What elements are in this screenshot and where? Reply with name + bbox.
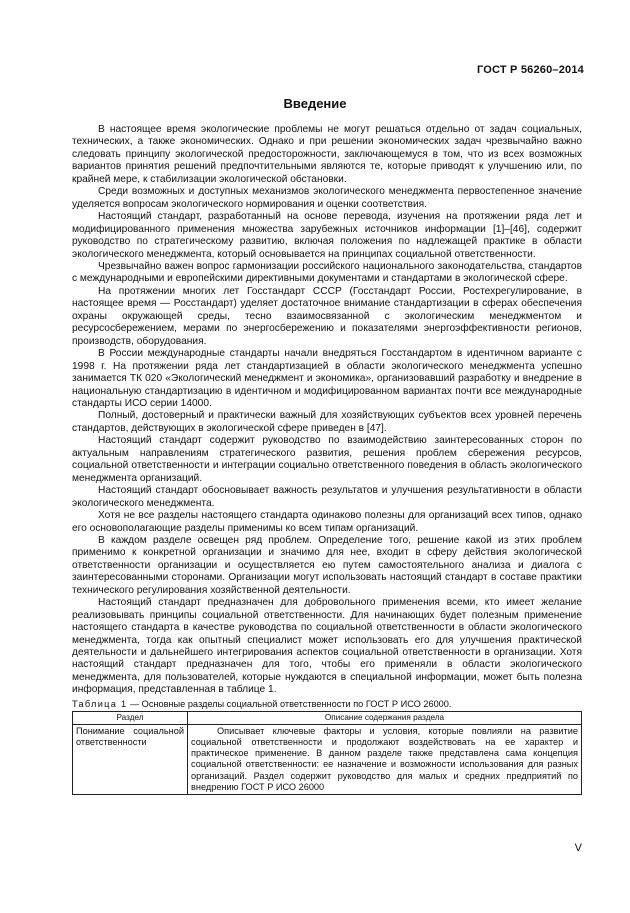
- table-header-description: Описание содержания раздела: [188, 711, 582, 724]
- paragraph: В настоящее время экологические проблемы не могут решаться отдельно от задач социальных, технических, а также экономических. Однако и при решении экономических задач чрезвычайно важно следовать принципу экологической предосторожности, заключающемуся в том, что из всех возможных вариантов принятия решений предпочтительными являются те, которые приводят к улучшению или, по крайней мере, к стабилизации экологической обстановки.: [72, 124, 582, 185]
- paragraph: Настоящий стандарт обосновывает важность результатов и улучшения результативности в области экологического менеджмента.: [72, 485, 582, 509]
- body-text: [72, 124, 582, 795]
- table-cell-description: [188, 724, 582, 794]
- sections-table: [72, 711, 582, 795]
- section-title: Введение: [283, 96, 347, 111]
- table-caption-text: — Основные разделы социальной ответственности по ГОСТ Р ИСО 26000.: [127, 698, 452, 709]
- paragraph: В каждом разделе освещен ряд проблем. Определение того, решение какой из этих проблем применимо к конкретной организации и значимо для нее, входит в сферу действия экологической ответственности организации и осуществляется ею путем самостоятельного анализа и диалога с заинтересованными сторонами. Организации могут использовать настоящий стандарт в составе практики технического регулирования хозяйственной деятельности.: [72, 534, 582, 596]
- page-number: V: [574, 842, 582, 854]
- paragraph: Хотя не все разделы настоящего стандарта одинаково полезны для организаций всех типов, однако его основополагающие разделы применимы ко всем типам организаций.: [72, 510, 582, 534]
- table-caption-label: Таблица 1: [72, 698, 128, 709]
- paragraph: Настоящий стандарт, разработанный на основе перевода, изучения на протяжении ряда лет и модифицированного применения множества зарубежных источников информации [1]–[46], содержит руководство по стратегическому развитию, включая положения по надлежащей практике в области экологического менеджмента, который основывается на принципах социальной ответственности.: [72, 211, 582, 260]
- table-header-section: Раздел: [73, 711, 188, 724]
- paragraph: Настоящий стандарт содержит руководство по взаимодействию заинтересованных сторон по актуальным направлениям стратегического развития, решения проблем сбережения ресурсов, социальной ответственности и интеграции социально ответственного поведения в область экологического менеджмента организаций.: [72, 435, 582, 484]
- paragraph: На протяжении многих лет Госстандарт СССР (Госстандарт России, Ростехрегулирование, в настоящее время — Росстандарт) уделяет достаточное внимание стандартизации в сферах обеспечения охраны окружающей среды, тесно взаимосвязанной с экологическим менеджментом и ресурсосбережением, мерами по энергосбережению и показателями энергоэффективности регионов, производств, оборудования.: [72, 285, 582, 347]
- table-cell-section: Понимание социальной ответственности: [73, 724, 188, 794]
- paragraph: Среди возможных и доступных механизмов экологического менеджмента первостепенное значение уделяется вопросам экологического нормирования и оценки соответствия.: [72, 186, 582, 210]
- paragraph: Настоящий стандарт предназначен для добровольного применения всеми, кто имеет желание реализовывать принципы социальной ответственности. Для начинающих будет полезным применение настоящего стандарта в качестве руководства по социальной ответственности в области экологического менеджмента, тогда как опытный специалист может использовать его для улучшения практической деятельности и дальнейшего интегрирования аспектов социальной ответственности в организации. Хотя настоящий стандарт предназначен для того, чтобы его применяли в области экологического менеджмента, для пользователей, которые нуждаются в специальной информации, может быть полезна информация, представленная в таблице 1.: [72, 597, 582, 696]
- paragraph: В России международные стандарты начали внедряться Госстандартом в идентичном варианте с 1998 г. На протяжении ряда лет стандартизацией в области экологического менеджмента успешно занимается ТК 020 «Экологический менеджмент и экономика», организовавший разработку и внедрение в национальную стандартизацию в идентичном и модифицированном вариантах почти все международные стандарты ИСО серии 14000.: [72, 348, 582, 409]
- table-caption: [72, 698, 582, 710]
- paragraph: Полный, достоверный и практически важный для хозяйствующих субъектов всех уровней перечень стандартов, действующих в экологической сфере приведен в [47].: [72, 410, 582, 434]
- table-row: [73, 724, 582, 794]
- table-cell-description-text: Описывает ключевые факторы и условия, которые повлияли на развитие социальной ответственности и продолжают воздействовать на ее характер и практическое применение. В данном разделе также представлена сама концепция социальной ответственности: ее назначение и возможности использования для разных организаций. Раздел содержит руководство для малых и средних предприятий по внедрению ГОСТ Р ИСО 26000: [191, 725, 578, 792]
- paragraph: Чрезвычайно важен вопрос гармонизации российского национального законодательства, стандартов с международными и европейскими директивными документами и стандартами в экологической сфере.: [72, 260, 582, 285]
- table-header-row: [73, 711, 582, 724]
- document-number: ГОСТ Р 56260–2014: [476, 64, 584, 76]
